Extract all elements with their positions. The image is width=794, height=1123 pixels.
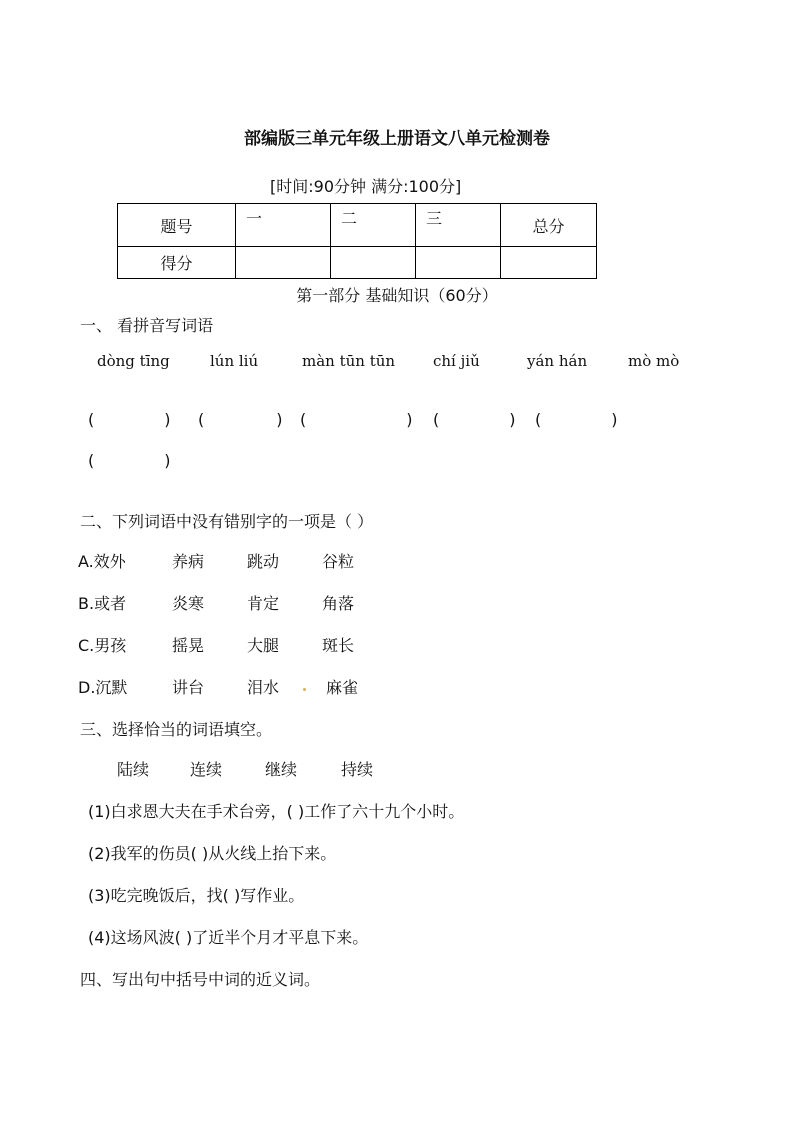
option-c-word-2: 大腿: [247, 636, 280, 655]
answer-blank-1[interactable]: ( ): [88, 410, 171, 429]
score-table-header-total: 总分: [501, 204, 597, 247]
option-c-word-1: 摇晃: [172, 636, 205, 655]
option-b-word-1: 炎寒: [172, 594, 205, 613]
option-d-word-1: 讲台: [172, 678, 205, 697]
score-table: [117, 203, 597, 279]
option-b-label: B.或者: [78, 594, 127, 613]
q3-sentence-3: (3)吃完晚饭后，找( )写作业。: [88, 886, 305, 905]
option-a-word-3: 谷粒: [322, 552, 355, 571]
score-cell-2: [331, 247, 416, 279]
answer-blank-6[interactable]: ( ): [88, 451, 171, 470]
word-choice-1: 陆续: [117, 760, 150, 779]
q3-sentence-1: (1)白求恩大夫在手术台旁，( )工作了六十九个小时。: [88, 802, 465, 821]
score-table-header-part-3: 三: [416, 204, 501, 247]
word-choice-2: 连续: [190, 760, 223, 779]
option-a-word-1: 养病: [172, 552, 205, 571]
stray-dot-mark: [303, 688, 306, 691]
answer-blank-3[interactable]: ( ): [300, 410, 413, 429]
option-b-word-2: 肯定: [247, 594, 280, 613]
q3-heading: 三、选择恰当的词语填空。: [80, 720, 273, 739]
q3-sentence-2: (2)我军的伤员( )从火线上抬下来。: [88, 844, 337, 863]
option-d-word-3: 麻雀: [326, 678, 359, 697]
q1-heading: 一、 看拼音写词语: [80, 316, 214, 335]
q2-heading: 二、下列词语中没有错别字的一项是（ ）: [80, 512, 374, 531]
exam-info: [时间:90分钟 满分:100分]: [270, 177, 462, 196]
answer-blank-4[interactable]: ( ): [433, 410, 516, 429]
pinyin-3: màn tūn tūn: [302, 352, 396, 370]
score-table-header-part-2: 二: [331, 204, 416, 247]
score-table-header-question: 题号: [118, 204, 236, 247]
word-choice-3: 继续: [265, 760, 298, 779]
document-title: 部编版三单元年级上册语文八单元检测卷: [244, 129, 550, 149]
option-d-label: D.沉默: [78, 678, 128, 697]
answer-blank-2[interactable]: ( ): [198, 410, 283, 429]
pinyin-4: chí jiǔ: [433, 352, 480, 370]
score-cell-total: [501, 247, 597, 279]
option-a-label: A.效外: [78, 552, 126, 571]
option-a-word-2: 跳动: [247, 552, 280, 571]
pinyin-2: lún liú: [210, 352, 259, 370]
option-c-label: C.男孩: [78, 636, 127, 655]
option-c-word-3: 斑长: [322, 636, 355, 655]
option-d-word-2: 泪水: [247, 678, 280, 697]
score-table-row-label: 得分: [118, 247, 236, 279]
q4-heading: 四、写出句中括号中词的近义词。: [80, 970, 321, 989]
score-table-header-part-1: 一: [236, 204, 331, 247]
pinyin-1: dòng tīng: [97, 352, 170, 370]
score-cell-1: [236, 247, 331, 279]
pinyin-5: yán hán: [527, 352, 588, 370]
pinyin-6: mò mò: [628, 352, 680, 370]
word-choice-4: 持续: [341, 760, 374, 779]
answer-blank-5[interactable]: ( ): [535, 410, 618, 429]
score-cell-3: [416, 247, 501, 279]
q3-sentence-4: (4)这场风波( )了近半个月才平息下来。: [88, 928, 369, 947]
option-b-word-3: 角落: [322, 594, 355, 613]
part-title: 第一部分 基础知识（60分）: [296, 286, 498, 305]
